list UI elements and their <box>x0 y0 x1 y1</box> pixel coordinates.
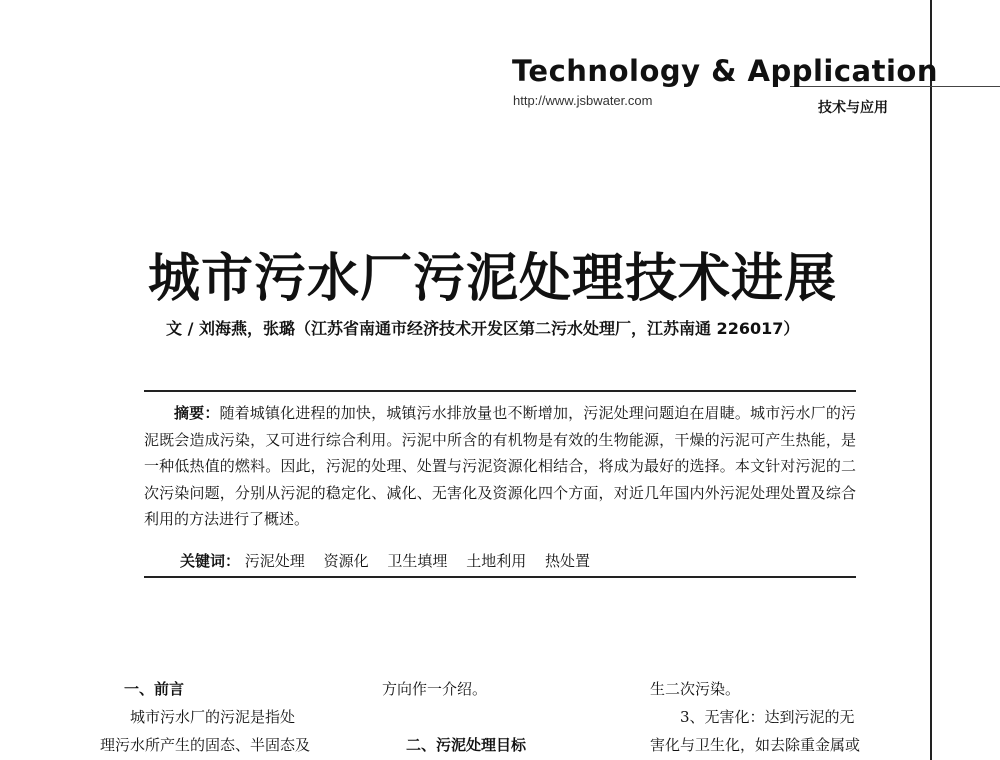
abstract-label: 摘要： <box>174 404 220 422</box>
body-paragraph-line: 理污水所产生的固态、半固态及 <box>100 736 311 754</box>
keywords <box>180 550 604 571</box>
section-heading-goals: 二、污泥处理目标 <box>406 736 527 754</box>
body-column-3 <box>650 675 915 759</box>
article-title: 城市污水厂污泥处理技术进展 <box>148 248 838 309</box>
abstract <box>144 400 856 533</box>
article-byline: 文 / 刘海燕，张璐（江苏省南通市经济技术开发区第二污水处理厂，江苏南通 226017） <box>166 319 800 338</box>
body-paragraph-line: 害化与卫生化，如去除重金属或 <box>650 736 861 754</box>
keyword-item: 土地利用 <box>466 552 527 570</box>
page-edge-line <box>930 0 932 760</box>
abstract-text: 随着城镇化进程的加快，城镇污水排放量也不断增加，污泥处理问题迫在眉睫。城市污水厂的污泥既会造成污染，又可进行综合利用。污泥中所含的有机物是有效的生物能源，干燥的污泥可产生热能，是一种低热值的燃料。因此，污泥的处理、处置与污泥资源化相结合，将成为最好的选择。本文针对污泥的二次污染问题，分别从污泥的稳定化、减化、无害化及资源化四个方面，对近几年国内外污泥处理处置及综合利用的方法进行了概述。 <box>144 404 856 528</box>
journal-section-title: Technology & Application <box>512 54 938 88</box>
section-heading-introduction: 一、前言 <box>124 680 185 698</box>
abstract-paragraph <box>144 400 856 533</box>
body-paragraph-line: 方向作一介绍。 <box>382 680 488 698</box>
keyword-item: 资源化 <box>323 552 369 570</box>
keyword-item: 卫生填埋 <box>387 552 448 570</box>
body-paragraph-line: 生二次污染。 <box>650 680 741 698</box>
body-paragraph: 城市污水厂的污泥是指处 <box>130 708 296 726</box>
keywords-label: 关键词： <box>180 552 241 570</box>
section-label: 技术与应用 <box>818 100 888 116</box>
keyword-item: 热处置 <box>544 552 590 570</box>
body-column-2 <box>382 675 632 759</box>
body-column-1 <box>100 675 350 759</box>
abstract-bottom-rule <box>144 576 856 578</box>
abstract-top-rule <box>144 390 856 392</box>
keyword-item: 污泥处理 <box>244 552 305 570</box>
list-item-harmless: 3、无害化：达到污泥的无 <box>680 708 855 726</box>
journal-url: http://www.jsbwater.com <box>513 93 653 108</box>
